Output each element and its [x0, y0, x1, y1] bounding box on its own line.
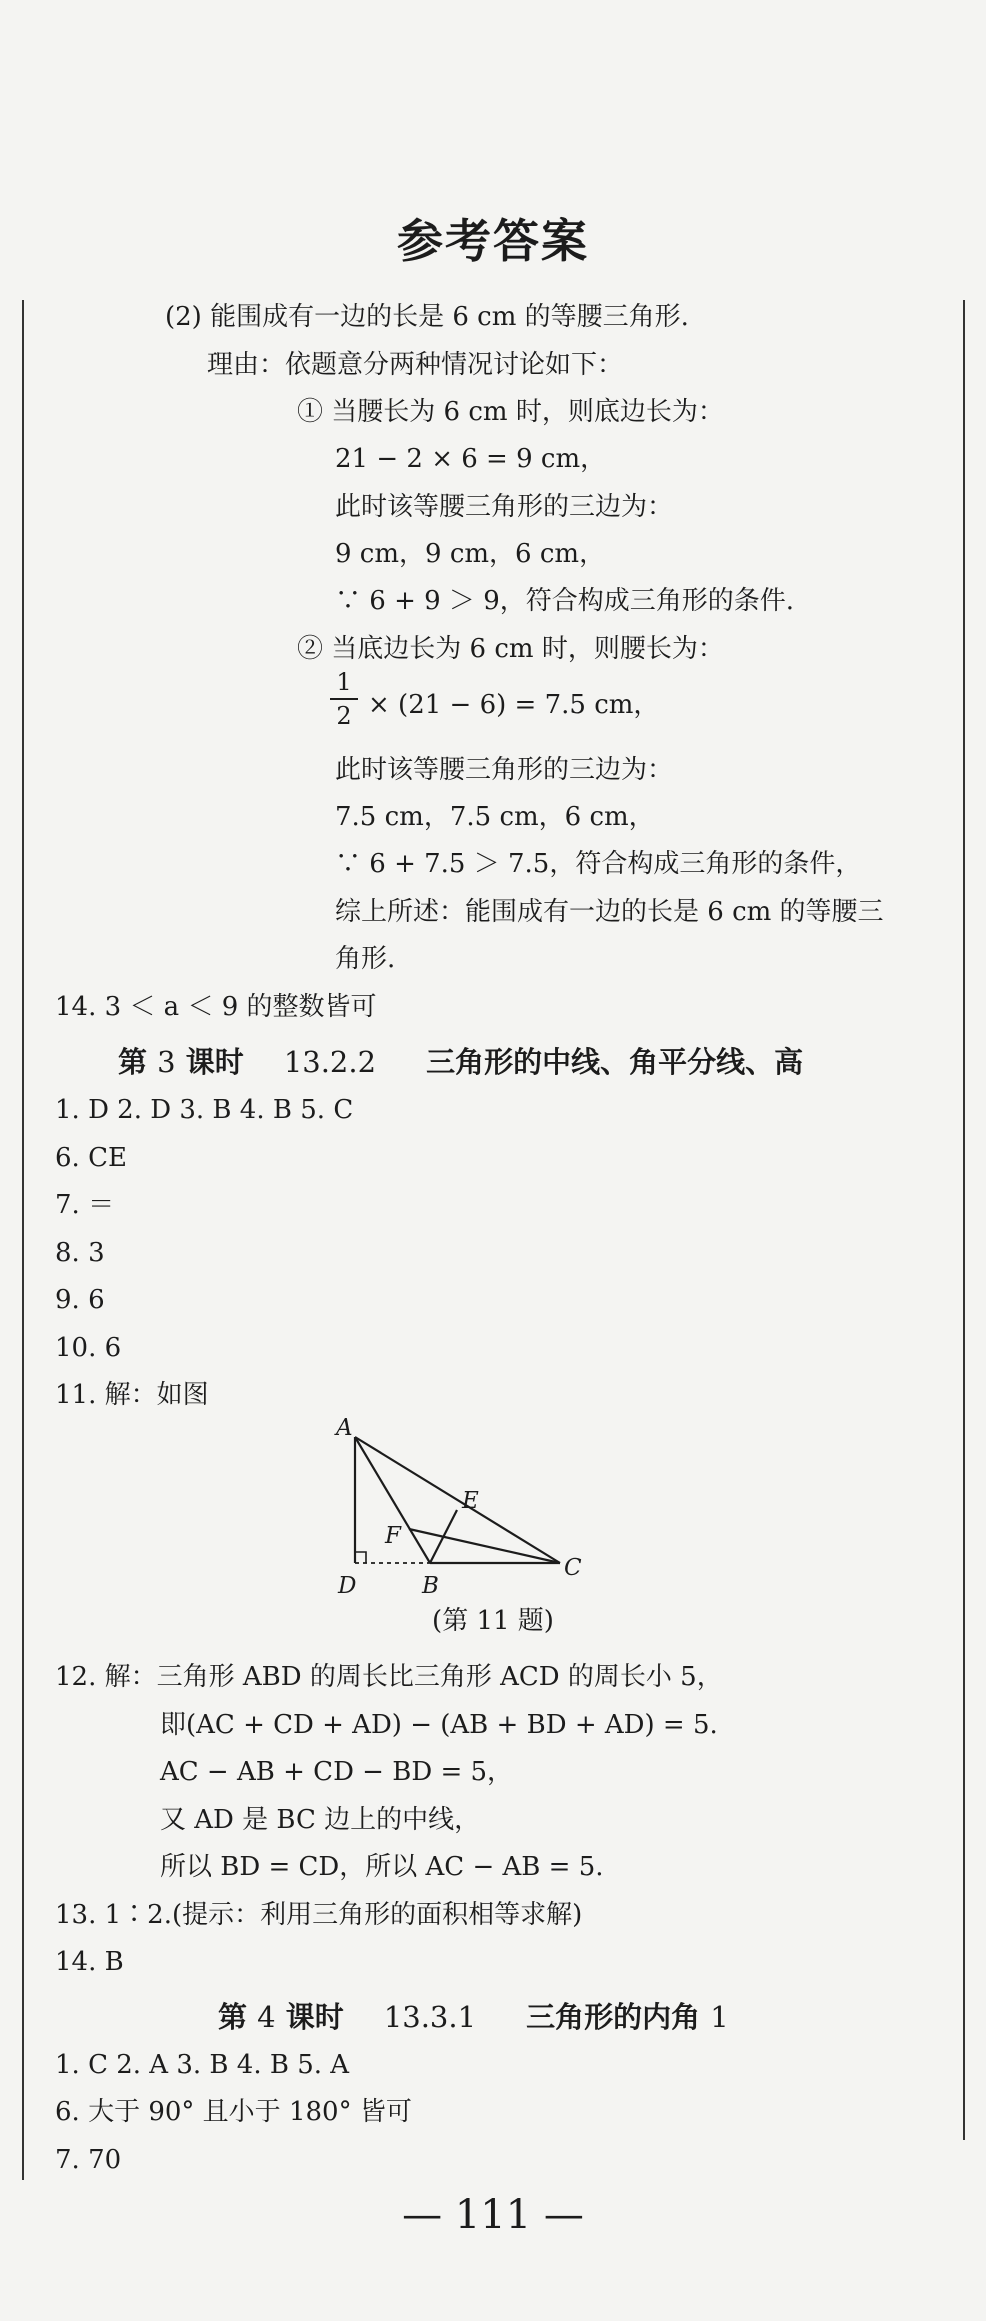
point-label-B: B — [422, 1573, 439, 1595]
heading-suffix: 1 — [710, 2000, 729, 2034]
answer-line: 即(AC + CD + AD) − (AB + BD + AD) = 5. — [160, 1710, 718, 1740]
answer-line: 12. 解：三角形 ABD 的周长比三角形 ACD 的周长小 5， — [55, 1662, 723, 1692]
section-heading-4 — [218, 1995, 729, 2036]
heading-lesson-word: 课时 — [285, 2000, 344, 2034]
answer-line: ∵ 6 + 7.5 ＞ 7.5，符合构成三角形的条件， — [335, 849, 862, 879]
fraction-numerator: 1 — [336, 668, 352, 696]
heading-topic: 三角形的中线、角平分线、高 — [426, 1045, 804, 1079]
answer-line: ② 当底边长为 6 cm 时，则腰长为： — [297, 634, 724, 664]
right-angle-mark — [355, 1552, 366, 1563]
fraction-denominator: 2 — [336, 702, 352, 730]
answer-line: 8. 3 — [55, 1238, 105, 1268]
answer-line: 6. 大于 90° 且小于 180° 皆可 — [55, 2097, 412, 2127]
fraction-bar — [330, 698, 358, 700]
heading-prefix: 第 — [118, 1045, 148, 1079]
answer-line: 7. 70 — [55, 2145, 122, 2175]
answer-line: AC − AB + CD − BD = 5， — [160, 1757, 514, 1787]
answer-line: 7. ＝ — [55, 1190, 115, 1220]
answer-line: 10. 6 — [55, 1333, 122, 1363]
answer-line: 9. 6 — [55, 1285, 105, 1315]
answer-line: 1. C 2. A 3. B 4. B 5. A — [55, 2050, 350, 2080]
point-label-E: E — [462, 1488, 479, 1514]
answer-line: (2) 能围成有一边的长是 6 cm 的等腰三角形. — [165, 302, 689, 332]
figure-caption: (第 11 题) — [432, 1606, 554, 1636]
answer-line: 所以 BD = CD，所以 AC − AB = 5. — [160, 1852, 604, 1882]
section-heading-3 — [118, 1040, 803, 1081]
answer-line: ∵ 6 + 9 ＞ 9，符合构成三角形的条件. — [335, 586, 794, 616]
answer-line: 9 cm，9 cm，6 cm， — [335, 539, 606, 569]
answer-line: 又 AD 是 BC 边上的中线， — [160, 1805, 481, 1835]
right-margin-rule — [963, 300, 965, 2140]
answer-line: 21 − 2 × 6 = 9 cm， — [335, 444, 607, 474]
answer-line: ① 当腰长为 6 cm 时，则底边长为： — [297, 397, 724, 427]
left-margin-rule — [22, 300, 24, 2180]
heading-lesson-word: 课时 — [185, 1045, 244, 1079]
answer-line: 1. D 2. D 3. B 4. B 5. C — [55, 1095, 354, 1125]
answer-line: 此时该等腰三角形的三边为： — [335, 492, 674, 522]
heading-topic: 三角形的内角 — [526, 2000, 701, 2034]
answer-line: 14. 3 ＜ a ＜ 9 的整数皆可 — [55, 992, 377, 1022]
heading-lesson-number: 3 — [157, 1045, 176, 1079]
answer-line: 角形. — [335, 944, 396, 974]
answer-line: 11. 解：如图 — [55, 1380, 209, 1410]
answer-line: 综上所述：能围成有一边的长是 6 cm 的等腰三 — [335, 897, 884, 927]
answer-line: 6. CE — [55, 1143, 127, 1173]
point-label-D: D — [338, 1573, 357, 1595]
heading-code: 13.2.2 — [283, 1045, 377, 1079]
point-label-C: C — [564, 1555, 582, 1581]
answer-line: × (21 − 6) = 7.5 cm， — [368, 690, 660, 720]
answer-line: 此时该等腰三角形的三边为： — [335, 755, 674, 785]
answer-line: 7.5 cm，7.5 cm，6 cm， — [335, 802, 655, 832]
point-label-A: A — [336, 1415, 353, 1441]
answer-line: 理由：依题意分两种情况讨论如下： — [207, 350, 624, 380]
page-title: 参考答案 — [397, 214, 589, 268]
answer-line: 13. 1∶2.(提示：利用三角形的面积相等求解) — [55, 1900, 583, 1930]
triangle-figure — [330, 1415, 600, 1595]
heading-lesson-number: 4 — [257, 2000, 276, 2034]
answer-line: 14. B — [55, 1947, 124, 1977]
heading-prefix: 第 — [218, 2000, 248, 2034]
point-label-F: F — [385, 1523, 401, 1549]
heading-code: 13.3.1 — [383, 2000, 477, 2034]
fraction-one-half — [330, 668, 358, 730]
page-number: — 111 — — [402, 2192, 584, 2238]
